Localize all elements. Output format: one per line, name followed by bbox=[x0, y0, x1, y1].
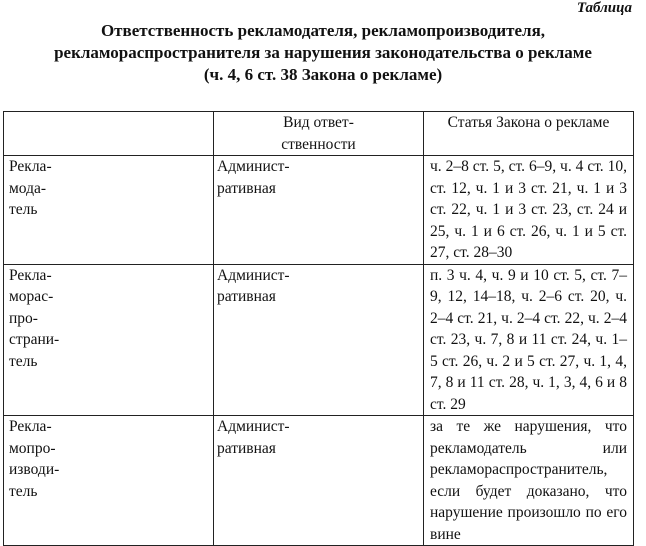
header-subject bbox=[4, 112, 214, 156]
table-title bbox=[0, 20, 646, 86]
row-type: Админист- ративная bbox=[214, 156, 424, 265]
row-type: Админист- ративная bbox=[214, 264, 424, 416]
header-articles: Статья Закона о рекламе bbox=[424, 112, 634, 156]
table-row bbox=[4, 156, 634, 265]
table-row bbox=[4, 416, 634, 546]
row-subject: Рекла- морас- про- страни- тель bbox=[4, 264, 214, 416]
table-label: Таблица bbox=[576, 0, 632, 16]
title-line-1: Ответственность рекламодателя, рекламопроизводителя, bbox=[100, 21, 546, 40]
row-subject: Рекла- мода- тель bbox=[4, 156, 214, 265]
title-line-3: (ч. 4, 6 ст. 38 Закона о рекламе) bbox=[203, 65, 443, 84]
row-subject: Рекла- мопро- изводи- тель bbox=[4, 416, 214, 546]
header-type: Вид ответ- ственности bbox=[214, 112, 424, 156]
row-type: Админист- ративная bbox=[214, 416, 424, 546]
row-articles: п. 3 ч. 4, ч. 9 и 10 ст. 5, ст. 7–9, 12, 14–18, ч. 2–6 ст. 20, ч. 2–4 ст. 21, ч. 2–4 ст. 22, ч. 2–4 ст. 23, ч. 7, 8 и 11 ст. 24, ч. 1–5 ст. 26, ч. 2 и 5 ст. 27, ч. 1, 4, 7, 8 и 11 ст. 28, ч. 1, 3, 4, 6 и 8 ст. 29 bbox=[424, 264, 634, 416]
row-articles: ч. 2–8 ст. 5, ст. 6–9, ч. 4 ст. 10, ст. 12, ч. 1 и 3 ст. 21, ч. 1 и 3 ст. 22, ч. 1 и 3 ст. 23, ст. 24 и 25, ч. 1 и 6 ст. 26, ч. 1 и 5 ст. 27, ст. 28–30 bbox=[424, 156, 634, 265]
table-row bbox=[4, 264, 634, 416]
title-line-2: рекламораспространителя за нарушения законодательства о рекламе bbox=[54, 43, 592, 62]
responsibility-table bbox=[3, 111, 634, 546]
header-row bbox=[4, 112, 634, 156]
row-articles: за те же нарушения, что рекламодатель или рекламораспространитель, если будет доказано, что нарушение произошло по его вине bbox=[424, 416, 634, 546]
